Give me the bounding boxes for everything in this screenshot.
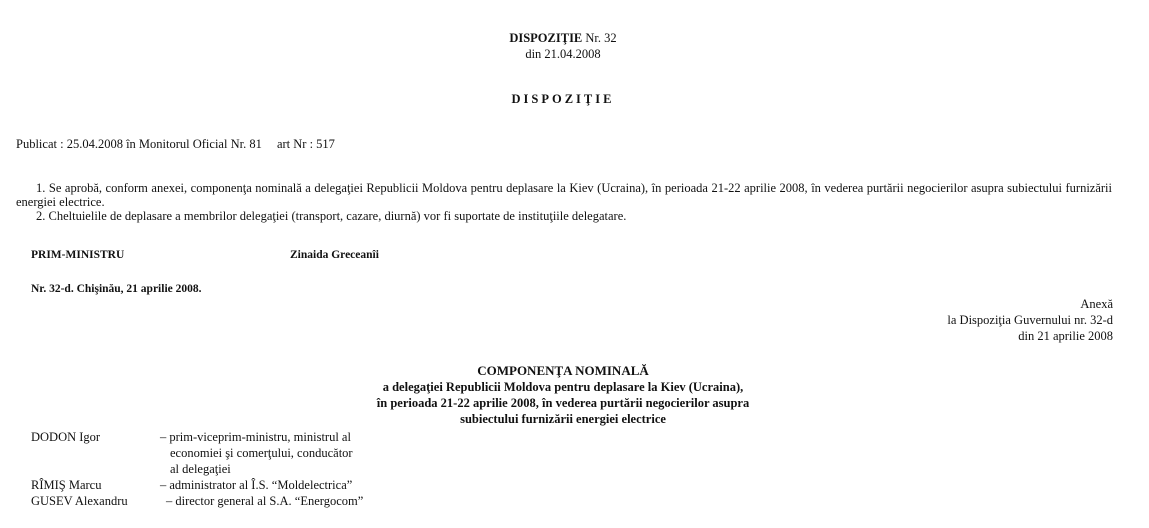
member-name: GUSEV Alexandru	[31, 494, 128, 508]
document-title	[0, 31, 1126, 45]
body-paragraphs	[16, 181, 1112, 223]
annex-label: Anexă	[1080, 297, 1113, 311]
document-date: din 21.04.2008	[525, 47, 601, 61]
publication-info	[16, 137, 335, 151]
annex-subtitle-1: a delegaţiei Republicii Moldova pentru deplasare la Kiev (Ucraina),	[382, 380, 744, 394]
paragraph-2: 2. Cheltuielile de deplasare a membrilor delegaţiei (transport, cazare, diurnă) vor fi suportate de instituţiile delegatare.	[36, 209, 627, 223]
member-role-line: – prim-viceprim-ministru, ministrul al	[160, 430, 351, 444]
publication-article: art Nr : 517	[276, 137, 335, 151]
document-number: Nr. 32	[582, 31, 617, 45]
annex-subtitle-3: subiectului furnizării energiei electrice	[460, 412, 666, 426]
document-title-bold: DISPOZIŢIE	[509, 31, 583, 45]
document-heading: DISPOZIŢIE	[511, 92, 615, 106]
member-role-line: – director general al S.A. “Energocom”	[166, 494, 364, 508]
annex-title: COMPONENŢA NOMINALĂ	[477, 363, 649, 378]
member-role-line: economiei şi comerţului, conducător	[170, 446, 353, 460]
paragraph-1: 1. Se aprobă, conform anexei, componenţa nominală a delegaţiei Republicii Moldova pentru deplasare la Kiev (Ucraina), în perioada 21-22 aprilie 2008, în vederea purtării negocierilor asupra subiectului furnizării energiei electrice.	[16, 181, 1112, 209]
annex-subtitle-2: în perioada 21-22 aprilie 2008, în vederea purtării negocierilor asupra	[376, 396, 750, 410]
signature-name: Zinaida Greceanîi	[290, 249, 379, 261]
member-name: DODON Igor	[31, 430, 101, 444]
document-reference: Nr. 32-d. Chişinău, 21 aprilie 2008.	[31, 283, 202, 295]
signature-role: PRIM-MINISTRU	[31, 249, 125, 261]
member-role-line: – administrator al Î.S. “Moldelectrica”	[160, 478, 353, 492]
publication-text: Publicat : 25.04.2008 în Monitorul Oficial Nr. 81	[16, 137, 262, 151]
annex-date: din 21 aprilie 2008	[1018, 329, 1113, 343]
member-role-line: al delegaţiei	[170, 462, 231, 476]
annex-reference: la Dispoziţia Guvernului nr. 32-d	[947, 313, 1113, 327]
member-name: RÎMIŞ Marcu	[31, 478, 102, 492]
